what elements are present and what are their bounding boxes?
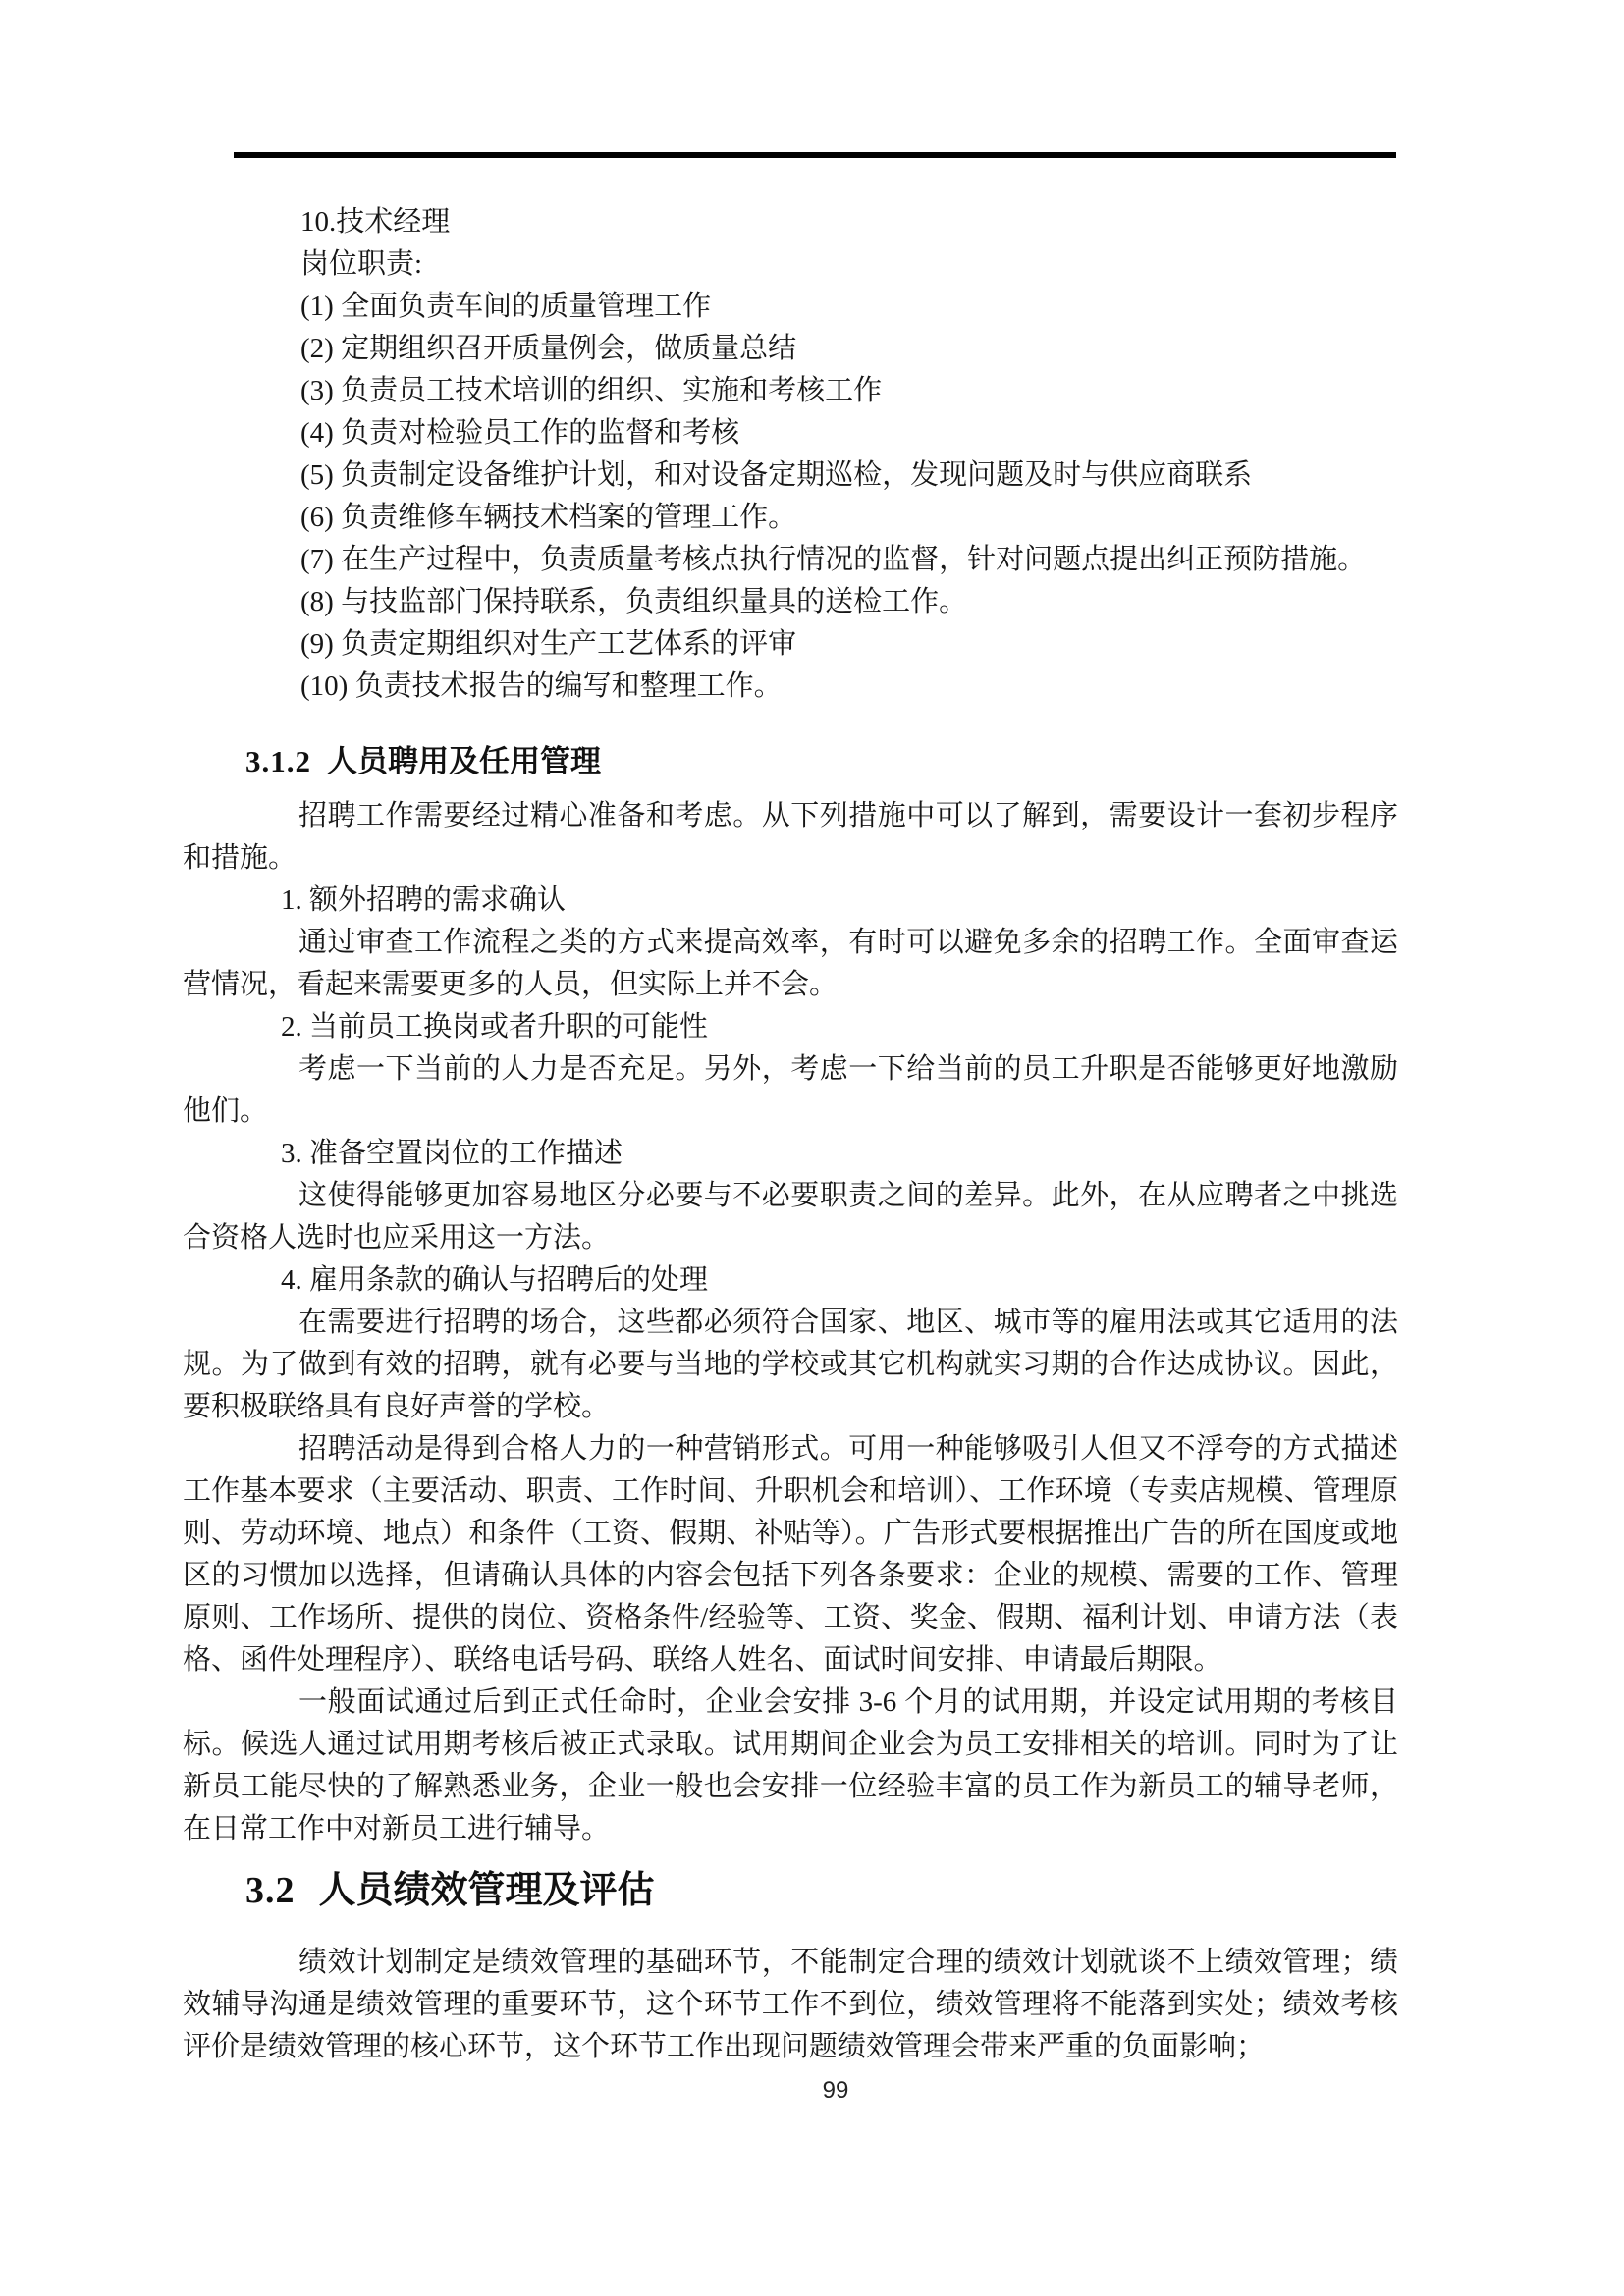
duty-item: (7) 在生产过程中，负责质量考核点执行情况的监督，针对问题点提出纠正预防措施。 (300, 544, 1367, 575)
duty-item: (5) 负责制定设备维护计划，和对设备定期巡检，发现问题及时与供应商联系 (300, 459, 1253, 491)
duty-item: (9) 负责定期组织对生产工艺体系的评审 (300, 628, 797, 660)
paragraph-probation: 一般面试通过后到正式任命时，企业会安排 3-6 个月的试用期，并设定试用期的考核目标。候选人通过试用期考核后被正式录取。试用期间企业会为员工安排相关的培训。同时为了让新员工能尽快的了解熟悉业务，企业一般也会安排一位经验丰富的员工作为新员工的辅导老师，在日常工作中对新员工进行辅导。 (183, 1686, 1398, 1844)
paragraph-performance: 绩效计划制定是绩效管理的基础环节，不能制定合理的绩效计划就谈不上绩效管理；绩效辅导沟通是绩效管理的重要环节，这个环节工作不到位，绩效管理将不能落到实处；绩效考核评价是绩效管理的核心环节，这个环节工作出现问题绩效管理会带来严重的负面影响； (183, 1947, 1398, 2062)
duties-label: 岗位职责: (300, 248, 423, 280)
measure-body: 考虑一下当前的人力是否充足。另外，考虑一下给当前的员工升职是否能够更好地激励他们。 (183, 1053, 1398, 1127)
section-title: 人员绩效管理及评估 (318, 1870, 655, 1911)
paragraph-recruitment-marketing: 招聘活动是得到合格人力的一种营销形式。可用一种能够吸引人但又不浮夸的方式描述工作基本要求（主要活动、职责、工作时间、升职机会和培训）、工作环境（专卖店规模、管理原则、劳动环境、地点）和条件（工资、假期、补贴等）。广告形式要根据推出广告的所在国度或地区的习惯加以选择，但请确认具体的内容会包括下列各条要求：企业的规模、需要的工作、管理原则、工作场所、提供的岗位、资格条件/经验等、工资、奖金、假期、福利计划、申请方法（表格、函件处理程序）、联络电话号码、联络人姓名、面试时间安排、申请最后期限。 (183, 1433, 1398, 1676)
section-number: 3.2 (245, 1870, 296, 1911)
measure-body: 通过审查工作流程之类的方式来提高效率，有时可以避免多余的招聘工作。全面审查运营情况，看起来需要更多的人员，但实际上并不会。 (183, 927, 1398, 1000)
duty-item: (1) 全面负责车间的质量管理工作 (300, 291, 712, 322)
measure-title: 2. 当前员工换岗或者升职的可能性 (281, 1011, 709, 1042)
page-number: 99 (822, 2077, 849, 2104)
measure-title: 1. 额外招聘的需求确认 (281, 884, 567, 916)
duty-item: (2) 定期组织召开质量例会，做质量总结 (300, 333, 797, 364)
duty-item: (8) 与技监部门保持联系，负责组织量具的送检工作。 (300, 586, 968, 617)
page-content (183, 201, 1398, 2105)
measure-body: 在需要进行招聘的场合，这些都必须符合国家、地区、城市等的雇用法或其它适用的法规。为了做到有效的招聘，就有必要与当地的学校或其它机构就实习期的合作达成协议。因此，要积极联络具有良好声誉的学校。 (183, 1307, 1398, 1422)
measure-body: 这使得能够更加容易地区分必要与不必要职责之间的差异。此外，在从应聘者之中挑选合资格人选时也应采用这一方法。 (183, 1180, 1398, 1254)
paragraph-intro: 招聘工作需要经过精心准备和考虑。从下列措施中可以了解到，需要设计一套初步程序和措施。 (183, 800, 1398, 874)
section-number: 3.1.2 (245, 744, 311, 778)
job-title: 10.技术经理 (300, 206, 451, 238)
duty-item: (4) 负责对检验员工作的监督和考核 (300, 417, 740, 449)
section-title: 人员聘用及任用管理 (327, 744, 601, 778)
job-duties-block (300, 201, 1398, 708)
measure-title: 3. 准备空置岗位的工作描述 (281, 1138, 623, 1169)
duty-item: (3) 负责员工技术培训的组织、实施和考核工作 (300, 375, 883, 406)
duty-item: (6) 负责维修车辆技术档案的管理工作。 (300, 502, 797, 533)
measure-title: 4. 雇用条款的确认与招聘后的处理 (281, 1264, 709, 1296)
section-heading-312 (245, 739, 1398, 784)
section-heading-32 (245, 1865, 1398, 1916)
duty-item: (10) 负责技术报告的编写和整理工作。 (300, 670, 783, 702)
header-rule (234, 152, 1396, 158)
